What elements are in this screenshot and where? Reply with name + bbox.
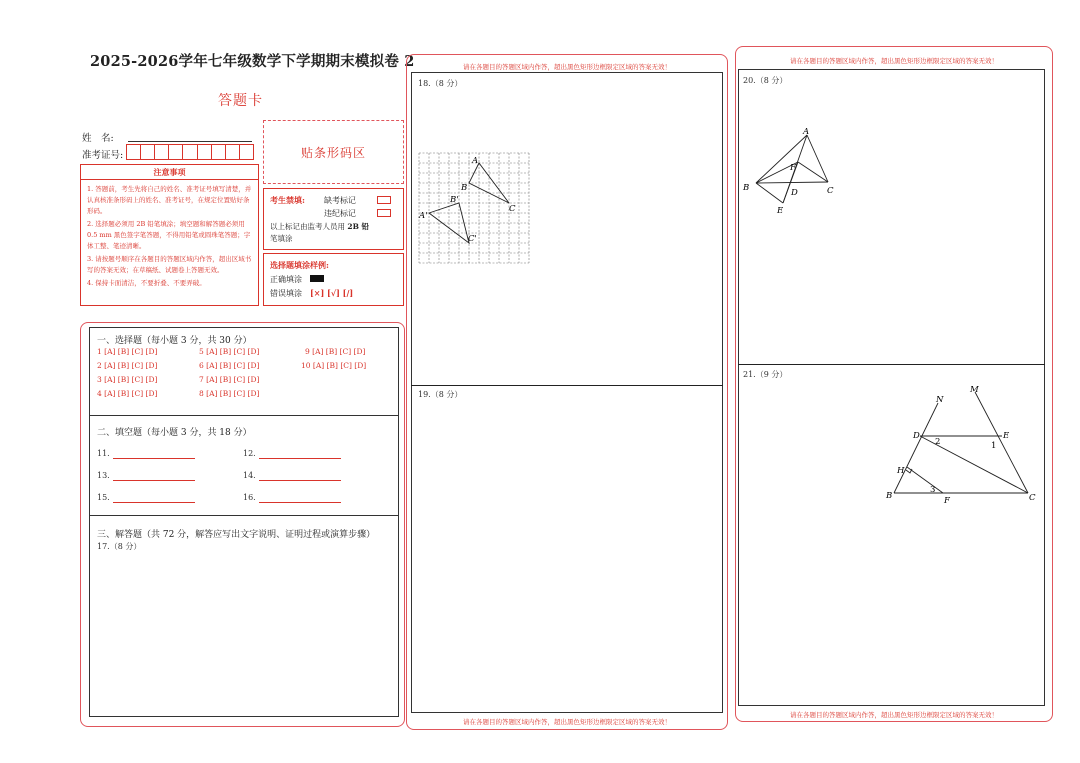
q19-answer-area[interactable] [414, 402, 720, 710]
answer-card-title: 答题卡 [218, 93, 263, 109]
label-c-prime: C' [468, 234, 477, 244]
q21-label: 21.（9 分） [743, 370, 788, 379]
choice-q4[interactable]: 4 [A] [B] [C] [D] [97, 389, 158, 398]
section2-title: 二、填空题（每小题 3 分，共 18 分） [97, 428, 252, 438]
forbid-note-a: 以上标记由监考人员用 [270, 222, 345, 231]
blank-q13[interactable] [113, 480, 195, 481]
fill-sample-box [263, 253, 404, 306]
choice-q9[interactable]: 9 [A] [B] [C] [D] [305, 347, 366, 356]
fig21-label-b: B [886, 491, 893, 501]
notes-heading: 注意事项 [81, 165, 258, 180]
blank-q14[interactable] [259, 480, 341, 481]
fig21-angle-1: 1 [991, 441, 997, 451]
fig20-label-f: F [790, 163, 796, 173]
choice-q8[interactable]: 8 [A] [B] [C] [D] [199, 389, 260, 398]
name-label: 姓 名: [82, 133, 114, 144]
forbid-note-c: 笔填涂 [270, 234, 293, 243]
fig20-label-c: C [827, 186, 834, 196]
absent-mark-label: 缺考标记 [324, 196, 356, 205]
forbid-box [263, 188, 404, 250]
label-b: B [461, 183, 468, 193]
fig21-label-n: N [936, 395, 944, 405]
wrong-fill-marks: [×] [√] [/] [310, 288, 354, 298]
choice-q1[interactable]: 1 [A] [B] [C] [D] [97, 347, 158, 356]
absent-mark-box[interactable] [377, 196, 391, 204]
correct-fill-label: 正确填涂 [270, 275, 302, 284]
q21-figure [880, 380, 1040, 510]
blank-q15[interactable] [113, 502, 195, 503]
choice-grid [97, 347, 387, 403]
q19-label: 19.（8 分） [418, 390, 463, 399]
blank-q13-label: 13. [97, 471, 110, 480]
note-item-2: 2. 选择题必须用 2B 铅笔填涂；填空题和解答题必须用 0.5 mm 黑色签字笔答题，不得用铅笔或圆珠笔答题；字体工整、笔迹清晰。 [87, 220, 251, 250]
fig21-label-e: E [1003, 431, 1010, 441]
divider-s1 [89, 415, 399, 416]
forbid-note-b: 2B 铅 [347, 222, 370, 231]
label-c: C [509, 204, 516, 214]
violation-mark-box[interactable] [377, 209, 391, 217]
fig20-label-b: B [743, 183, 750, 193]
barcode-area [263, 120, 404, 184]
fig21-label-m: M [970, 385, 979, 395]
section1-title: 一、选择题（每小题 3 分，共 30 分） [97, 336, 252, 346]
violation-mark-label: 违纪标记 [324, 209, 356, 218]
exam-title: 2025-2026学年七年级数学下学期期末模拟卷 2 [90, 53, 415, 70]
divider-s2 [89, 515, 399, 516]
choice-q10[interactable]: 10 [A] [B] [C] [D] [301, 361, 367, 370]
q20-figure [738, 120, 848, 220]
choice-q7[interactable]: 7 [A] [B] [C] [D] [199, 375, 260, 384]
note-item-1: 1. 答题前，考生先将自己的姓名、准考证号填写清楚，并认真核准条形码上的姓名、准考证号，在规定位置贴好条形码。 [87, 185, 252, 215]
q17-answer-area[interactable] [92, 556, 396, 714]
col2-warning-bottom: 请在各题目的答题区域内作答，超出黑色矩形边框限定区域的答案无效！ [463, 718, 671, 726]
col2-warning-top: 请在各题目的答题区域内作答，超出黑色矩形边框限定区域的答案无效！ [463, 63, 671, 71]
fig21-label-f: F [944, 496, 950, 506]
blank-q12-label: 12. [243, 449, 256, 458]
divider-q18-q19 [411, 385, 723, 386]
choice-q5[interactable]: 5 [A] [B] [C] [D] [199, 347, 260, 356]
col3-warning-bottom: 请在各题目的答题区域内作答，超出黑色矩形边框限定区域的答案无效！ [790, 711, 998, 719]
label-a-prime: A' [419, 211, 428, 221]
blank-q14-label: 14. [243, 471, 256, 480]
choice-q6[interactable]: 6 [A] [B] [C] [D] [199, 361, 260, 370]
divider-q20-q21 [738, 364, 1045, 365]
fig21-label-h: H [897, 466, 905, 476]
blank-q12[interactable] [259, 458, 341, 459]
blank-q16[interactable] [259, 502, 341, 503]
section3-title: 三、解答题（共 72 分，解答应写出文字说明、证明过程或演算步骤） [97, 530, 376, 540]
fig20-label-d: D [791, 188, 798, 198]
exam-id-label: 准考证号: [82, 150, 124, 161]
exam-id-boxes[interactable] [126, 144, 254, 160]
barcode-label: 贴条形码区 [300, 145, 366, 160]
correct-fill-sample [310, 275, 324, 282]
fig20-label-e: E [777, 206, 784, 216]
blank-q15-label: 15. [97, 493, 110, 502]
q17-label: 17.（8 分） [97, 542, 142, 551]
q20-label: 20.（8 分） [743, 76, 788, 85]
label-a: A [472, 156, 479, 166]
col3-warning-top: 请在各题目的答题区域内作答，超出黑色矩形边框限定区域的答案无效！ [790, 57, 998, 65]
choice-q2[interactable]: 2 [A] [B] [C] [D] [97, 361, 158, 370]
note-item-3: 3. 请按题号顺序在各题目的答题区域内作答，超出区域书写的答案无效；在草稿纸、试题卷上答题无效。 [87, 255, 252, 274]
blank-q11-label: 11. [97, 449, 110, 458]
wrong-fill-label: 错误填涂 [270, 289, 302, 298]
label-b-prime: B' [450, 195, 459, 205]
q18-grid-figure [418, 152, 530, 264]
fill-sample-heading: 选择题填涂样例: [270, 260, 329, 270]
q18-label: 18.（8 分） [418, 79, 463, 88]
note-item-4: 4. 保持卡面清洁，不要折叠、不要弄破。 [87, 279, 206, 287]
fig20-label-a: A [803, 127, 810, 137]
forbid-label: 考生禁填: [270, 195, 305, 205]
fig21-label-c: C [1029, 493, 1036, 503]
notes-box [80, 164, 259, 306]
fig21-angle-3: 3 [930, 485, 936, 495]
fig21-label-d: D [913, 431, 920, 441]
choice-q3[interactable]: 3 [A] [B] [C] [D] [97, 375, 158, 384]
name-field[interactable] [128, 141, 252, 142]
blank-q16-label: 16. [243, 493, 256, 502]
blank-q11[interactable] [113, 458, 195, 459]
fig21-angle-2: 2 [935, 437, 941, 447]
